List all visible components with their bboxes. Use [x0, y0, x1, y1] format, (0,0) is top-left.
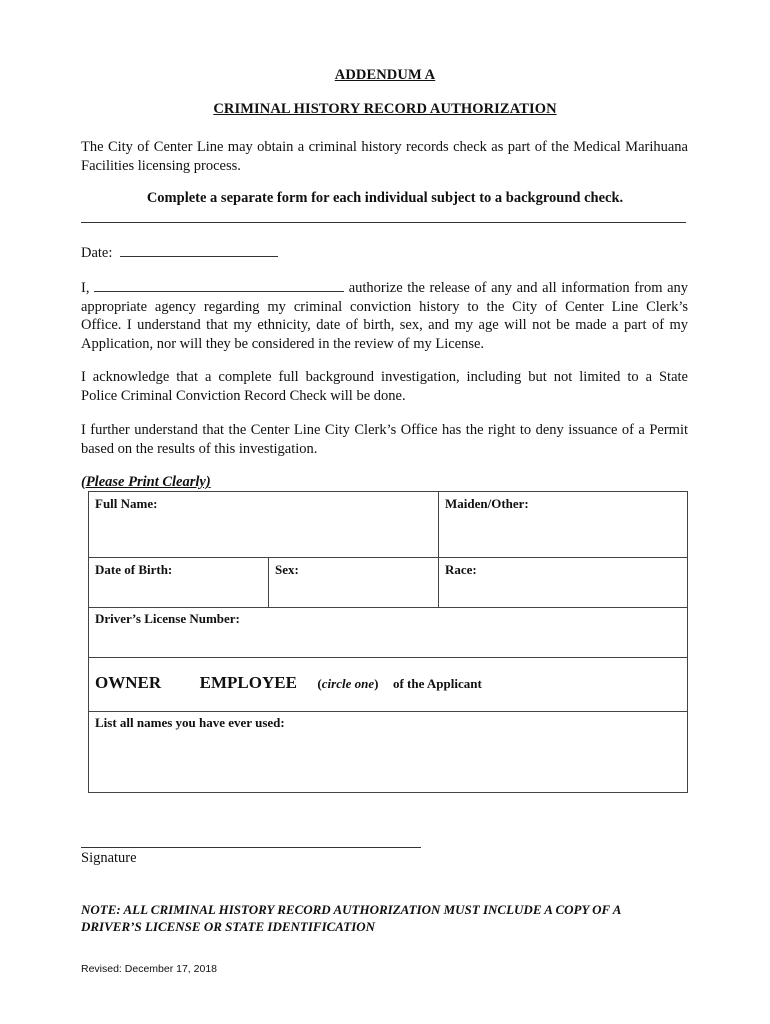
drivers-license-label: Driver’s License Number:	[95, 611, 240, 626]
full-name-label: Full Name:	[95, 496, 158, 511]
date-of-birth-label: Date of Birth:	[95, 562, 173, 577]
further-line-1: I further understand that the Center Line City Clerk’s Office has the right to deny issuance of a Permit	[81, 422, 688, 438]
intro-line-1: The City of Center Line may obtain a criminal history records check as part of the Medical Marihuana	[81, 139, 688, 155]
date-row	[81, 244, 278, 262]
intro-paragraph	[81, 138, 688, 175]
column-divider-2	[268, 557, 269, 607]
signature-label: Signature	[81, 850, 137, 866]
note-line-2: DRIVER’S LICENSE OR STATE IDENTIFICATION	[81, 919, 376, 934]
circle-one-hint: (circle one)	[317, 676, 379, 691]
name-input-line[interactable]	[94, 279, 344, 292]
employee-option[interactable]: EMPLOYEE	[199, 673, 297, 692]
instruction-text: Complete a separate form for each individual subject to a background check.	[146, 190, 624, 206]
authorization-line-1-text: authorize the release of any and all information from any	[348, 280, 689, 296]
date-label: Date:	[81, 245, 113, 261]
revision-date: Revised: December 17, 2018	[81, 963, 217, 975]
row-divider-2	[89, 607, 687, 608]
of-applicant-text: of the Applicant	[392, 676, 482, 691]
document-title: CRIMINAL HISTORY RECORD AUTHORIZATION	[213, 101, 557, 117]
authorization-prefix: I,	[81, 280, 90, 296]
intro-line-2: Facilities licensing process.	[81, 157, 241, 174]
authorization-line-4: Application, nor will they be considered in the review of my License.	[81, 335, 485, 352]
signature-line[interactable]	[81, 847, 421, 848]
id-requirement-note	[81, 901, 701, 935]
print-clearly-note: (Please Print Clearly)	[81, 474, 211, 490]
all-names-label: List all names you have ever used:	[95, 715, 285, 730]
acknowledge-line-1: I acknowledge that a complete full background investigation, including but not limited to a State	[81, 369, 688, 385]
row-divider-3	[89, 657, 687, 658]
note-line-1: NOTE: ALL CRIMINAL HISTORY RECORD AUTHORIZATION MUST INCLUDE A COPY OF A	[81, 902, 622, 917]
owner-employee-row	[95, 673, 482, 693]
maiden-other-label: Maiden/Other:	[445, 496, 529, 511]
acknowledge-paragraph	[81, 368, 688, 405]
acknowledge-line-2: Police Criminal Conviction Record Check will be done.	[81, 387, 406, 404]
further-line-2: based on the results of this investigation.	[81, 440, 318, 457]
column-divider-1	[438, 492, 439, 607]
further-paragraph	[81, 421, 688, 458]
sex-label: Sex:	[275, 562, 299, 577]
authorization-line-3: Office. I understand that my ethnicity, date of birth, sex, and my age will not be made a part of my	[81, 317, 688, 333]
authorization-line-1	[81, 279, 688, 298]
applicant-info-form	[88, 491, 688, 793]
authorization-line-2: appropriate agency regarding my criminal conviction history to the City of Center Line Clerk’s	[81, 298, 688, 315]
circle-one-text: circle one	[321, 676, 375, 691]
addendum-heading: ADDENDUM A	[334, 67, 436, 83]
divider-rule	[81, 222, 686, 223]
row-divider-4	[89, 711, 687, 712]
owner-option[interactable]: OWNER	[95, 673, 162, 692]
row-divider-1	[89, 557, 687, 558]
date-input-line[interactable]	[120, 244, 278, 257]
authorization-paragraph	[81, 279, 688, 353]
race-label: Race:	[445, 562, 477, 577]
